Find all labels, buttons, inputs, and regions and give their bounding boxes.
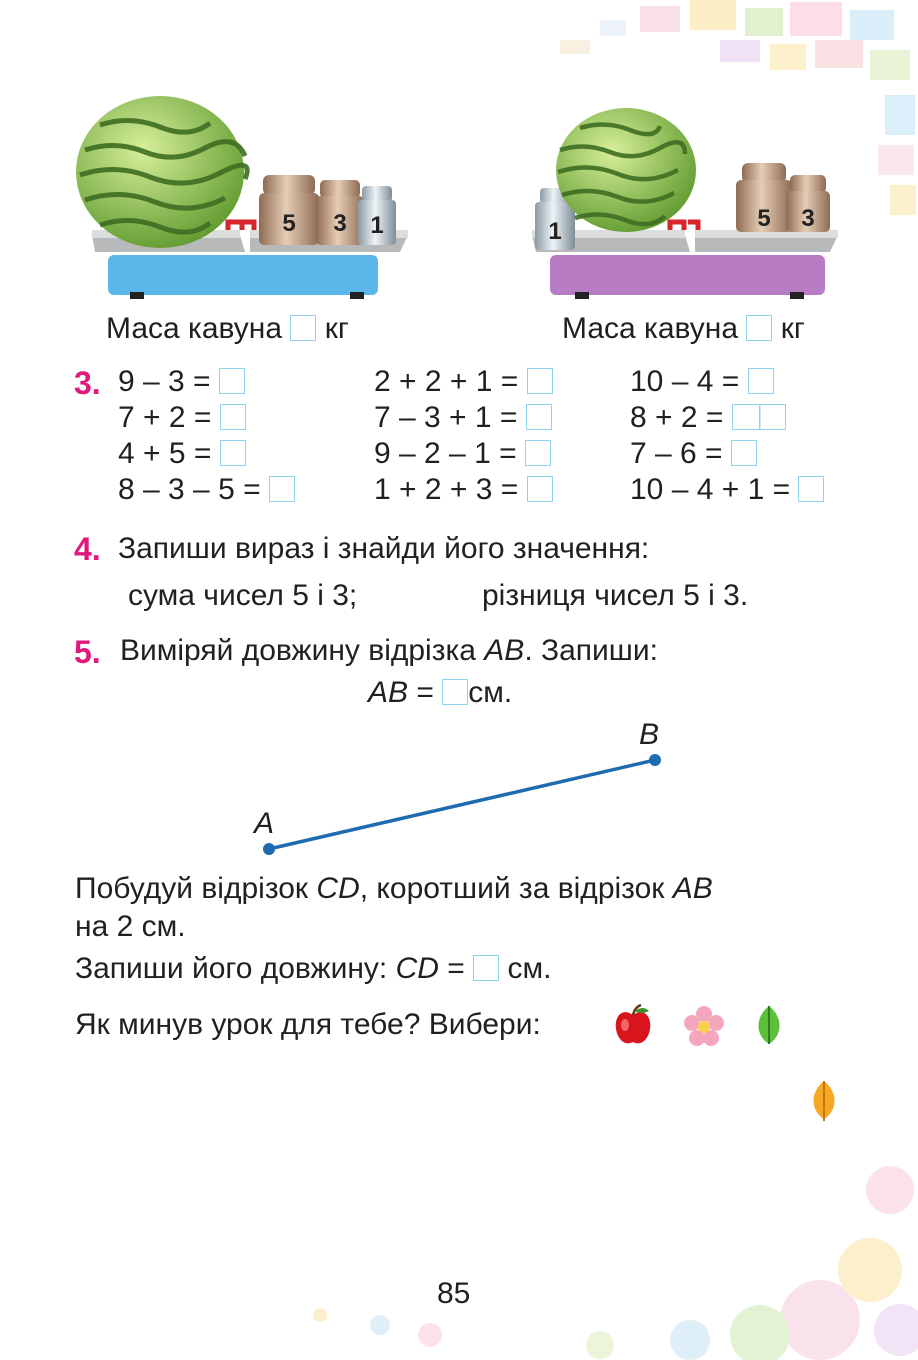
answer-box[interactable]: [220, 440, 246, 466]
instruction-text: Побудуй відрізок: [75, 872, 317, 905]
point-a-label: A: [254, 807, 275, 840]
answer-box[interactable]: [527, 368, 553, 394]
answer-box[interactable]: [220, 404, 246, 430]
flower-icon[interactable]: [683, 1005, 725, 1047]
task4-instruction: Запиши вираз і знайди його значення:: [118, 532, 650, 565]
task3-column-1: [118, 364, 295, 508]
task-number-5: 5.: [74, 634, 101, 670]
weight-5: 5: [282, 210, 296, 237]
expression: 8 – 3 – 5 =: [118, 473, 261, 506]
caption-text: Маса кавуна: [106, 312, 283, 345]
task5-instruction: [120, 633, 658, 669]
answer-box-double[interactable]: [732, 404, 786, 430]
weight-3: 3: [333, 210, 347, 237]
answer-box[interactable]: [219, 368, 245, 394]
segment-ab: [269, 760, 655, 849]
expression: 7 – 6 =: [630, 437, 723, 470]
segment-name: AB: [484, 634, 525, 667]
unit-label: см.: [468, 676, 513, 709]
expression: 9 – 2 – 1 =: [374, 437, 517, 470]
task5-equation: [368, 675, 512, 711]
answer-box[interactable]: [731, 440, 757, 466]
scale-caption-2: [562, 311, 805, 347]
equation: [374, 364, 553, 400]
answer-box[interactable]: [526, 404, 552, 430]
task3-column-3: [630, 364, 824, 508]
corner-decoration-bottom: [260, 1150, 918, 1360]
build-instruction-line2: на 2 см.: [75, 910, 186, 943]
answer-box[interactable]: [746, 315, 772, 341]
caption-text: Маса кавуна: [562, 312, 739, 345]
instruction-text: , коротший за відрізок: [359, 872, 673, 905]
answer-box[interactable]: [527, 476, 553, 502]
equation: [374, 436, 553, 472]
equation: [630, 400, 824, 436]
task-number-3: 3.: [74, 365, 101, 401]
task-number-4: 4.: [74, 531, 101, 567]
apple-icon[interactable]: [612, 1003, 654, 1047]
equals-sign: =: [408, 676, 443, 709]
task4-item-sum: сума чисел 5 і 3;: [128, 579, 358, 612]
task3-column-2: [374, 364, 553, 508]
unit-label: кг: [780, 312, 805, 345]
weight-1: 1: [370, 212, 384, 239]
build-instruction-line1: [75, 871, 713, 907]
expression: 8 + 2 =: [630, 401, 724, 434]
reflection-question: Як минув урок для тебе? Вибери:: [75, 1008, 541, 1041]
equation: [118, 472, 295, 508]
equation: [118, 436, 295, 472]
equation: [630, 436, 824, 472]
segment-ab-figure: [250, 715, 680, 865]
equals-sign: =: [438, 952, 474, 985]
expression: 7 + 2 =: [118, 401, 212, 434]
instruction-text: Запиши його довжину:: [75, 952, 396, 985]
answer-box[interactable]: [473, 955, 499, 981]
equation: [374, 472, 553, 508]
answer-box[interactable]: [525, 440, 551, 466]
answer-box[interactable]: [798, 476, 824, 502]
instruction-text: Виміряй довжину відрізка: [120, 634, 485, 667]
answer-box[interactable]: [290, 315, 316, 341]
weight-3-right: 3: [801, 205, 815, 232]
weight-5-right: 5: [757, 205, 771, 232]
point-a-dot: [263, 843, 275, 855]
segment-name: CD: [316, 872, 360, 905]
expression: 4 + 5 =: [118, 437, 212, 470]
expression: 7 – 3 + 1 =: [374, 401, 518, 434]
scale-illustration-1: [70, 80, 420, 305]
answer-box[interactable]: [269, 476, 295, 502]
expression: 2 + 2 + 1 =: [374, 365, 519, 398]
equation: [374, 400, 553, 436]
expression: 10 – 4 + 1 =: [630, 473, 791, 506]
expression: 9 – 3 =: [118, 365, 211, 398]
expression: 1 + 2 + 3 =: [374, 473, 519, 506]
point-b-dot: [649, 754, 661, 766]
yellow-leaf-icon[interactable]: [809, 1079, 839, 1123]
equation: [630, 472, 824, 508]
expression: 10 – 4 =: [630, 365, 740, 398]
answer-box[interactable]: [748, 368, 774, 394]
segment-label: AB: [368, 676, 409, 709]
weight-1-left: 1: [548, 218, 562, 245]
unit-label: см.: [499, 952, 552, 985]
equation: [118, 400, 295, 436]
instruction-text: . Запиши:: [524, 634, 658, 667]
page-number: 85: [437, 1277, 471, 1310]
equation: [118, 364, 295, 400]
answer-box[interactable]: [442, 679, 468, 705]
segment-name: AB: [672, 872, 713, 905]
scale-caption-1: [106, 311, 349, 347]
point-b-label: B: [639, 718, 660, 751]
task4-item-difference: різниця чисел 5 і 3.: [482, 579, 749, 612]
equation: [630, 364, 824, 400]
green-leaf-icon[interactable]: [754, 1004, 784, 1046]
unit-label: кг: [324, 312, 349, 345]
write-cd-length: [75, 951, 551, 987]
segment-label: CD: [395, 952, 439, 985]
scale-illustration-2: [520, 100, 850, 305]
